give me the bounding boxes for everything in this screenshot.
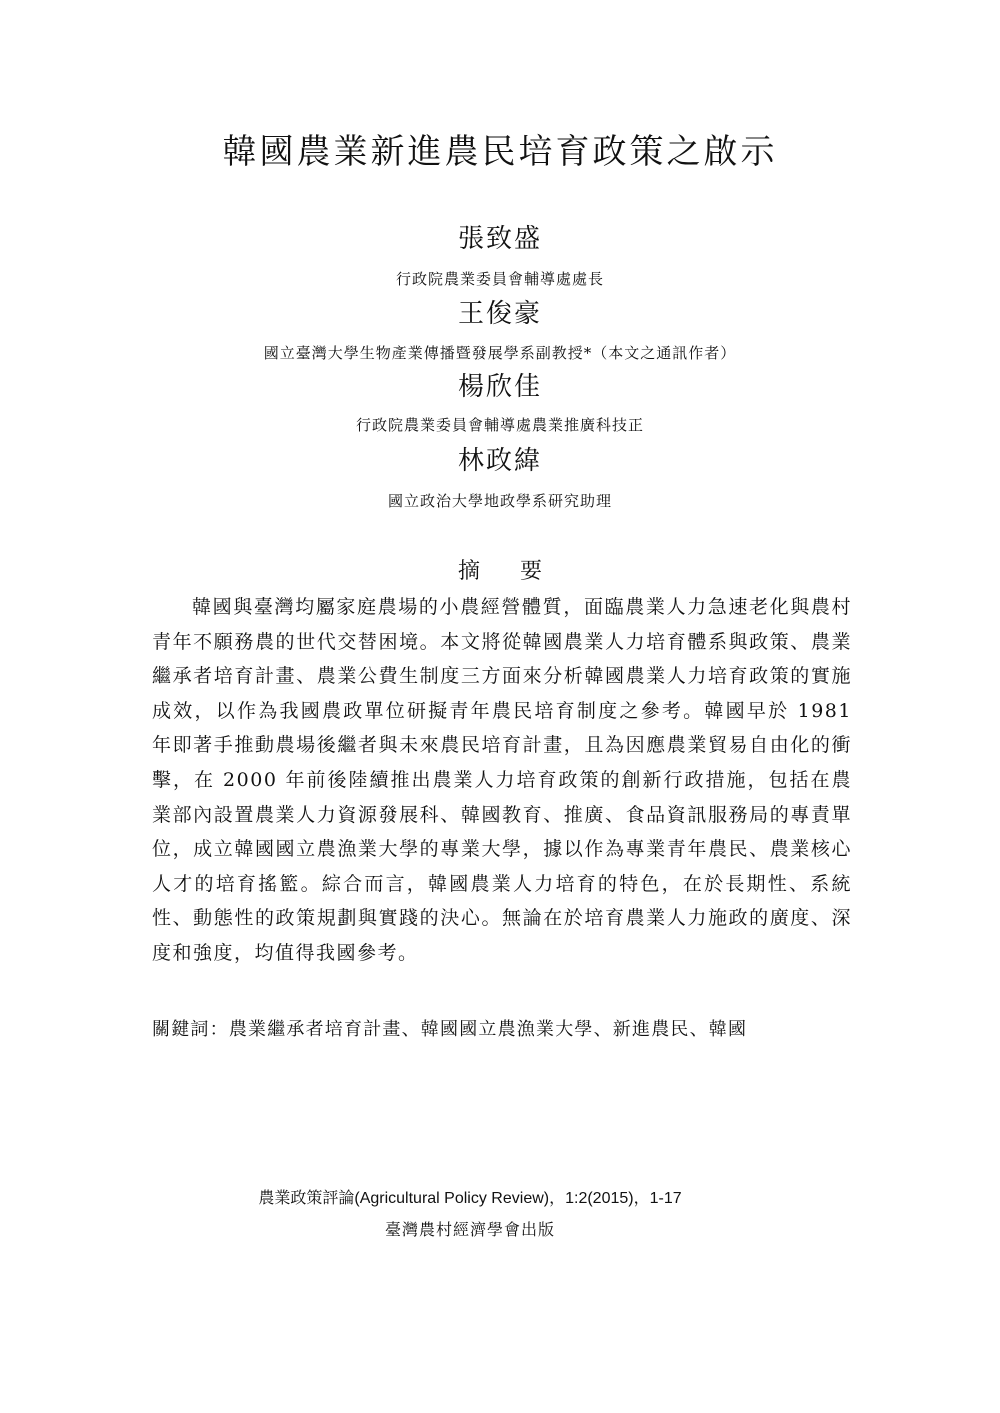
journal-volume-pages: ，1:2(2015)，1-17 [549, 1190, 682, 1207]
author-name-3: 楊欣佳 [457, 372, 542, 402]
author-affiliation-4: 國立政治大學地政學系研究助理 [387, 492, 612, 510]
keywords [152, 1015, 852, 1045]
author-affiliation-3: 行政院農業委員會輔導處農業推廣科技正 [355, 416, 644, 434]
author-affiliation-1: 行政院農業委員會輔導處處長 [395, 270, 604, 288]
keywords-terms: 農業繼承者培育計畫、韓國國立農漁業大學、新進農民、韓國 [228, 1019, 748, 1040]
abstract-heading: 摘要 [457, 559, 582, 584]
author-name-1: 張致盛 [457, 224, 542, 254]
journal-name-zh: 農業政策評論 [258, 1188, 355, 1207]
journal-citation [0, 1186, 940, 1211]
keywords-label: 關鍵詞： [152, 1019, 229, 1040]
abstract-text: 韓國與臺灣均屬家庭農場的小農經營體質，面臨農業人力急速老化與農村青年不願務農的世代交替困境。本文將從韓國農業人力培育體系與政策、農業繼承者培育計畫、農業公費生制度三方面來分析韓國農業人力培育政策的實施成效，以作為我國農政單位研擬青年農民培育制度之參考。韓國早於 1981 年即著手推動農場後繼者與未來農民培育計畫，且為因應農業貿易自由化的衝擊，在 2000 年前後陸續推出農業人力培育政策的創新行政措施，包括在農業部內設置農業人力資源發展科、韓國教育、推廣、食品資訊服務局的專責單位，成立韓國國立農漁業大學的專業大學，據以作為專業青年農民、農業核心人才的培育搖籃。綜合而言，韓國農業人力培育的特色，在於長期性、系統性、動態性的政策規劃與實踐的決心。無論在於培育農業人力施政的廣度、深度和強度，均值得我國參考。 [152, 596, 852, 964]
journal-name-en: (Agricultural Policy Review) [354, 1190, 550, 1207]
paper-title: 韓國農業新進農民培育政策之啟示 [222, 132, 778, 172]
publisher: 臺灣農村經濟學會出版 [384, 1220, 555, 1239]
author-name-4: 林政緯 [457, 446, 542, 476]
author-name-2: 王俊豪 [457, 299, 542, 329]
author-affiliation-2: 國立臺灣大學生物產業傳播暨發展學系副教授*（本文之通訊作者） [263, 344, 737, 362]
